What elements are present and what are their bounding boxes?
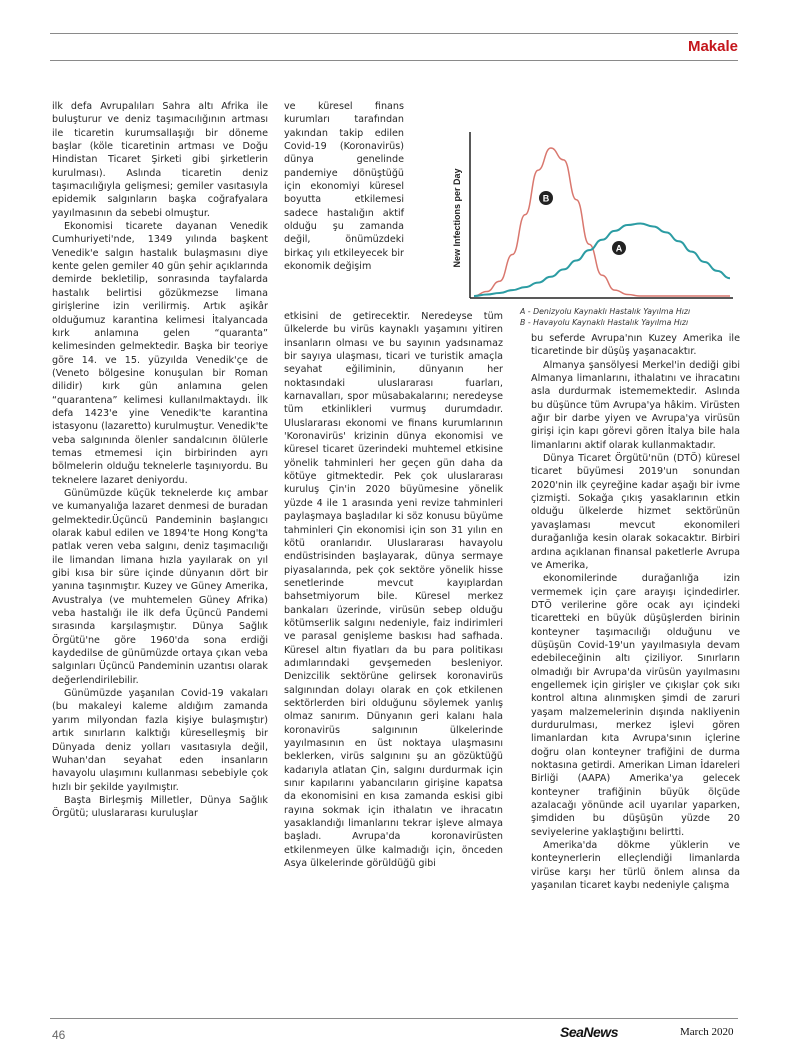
article-column-2-top (284, 100, 404, 273)
paragraph: ve küresel finans kurumları tarafından yakından takip edilen Covid-19 (Koronavirüs) dünya genelinde pandemiye dönüştüğü için ekonomiyi küresel boyutta etkilemesi sadece hastalığın aktif olduğu şu zamanda değil, önümüzdeki birkaç yılı etkileyecek bir ekonomik değişim (284, 101, 404, 273)
paragraph: Günümüzde küçük teknelerde kıç ambar ve kumanyalığa lazaret denmesi de buradan gelmektedir.Üçüncü Pandeminin başlangıcı olarak kabul edilen ve 1894'te Hong Kong'ta patlak veren veba salgını, deniz taşımacılığı ile limandan limana hızla yayılarak on yıl gibi kısa bir süre içinde dünyanın dört bir yanına taşınmıştır. Kuzey ve Güney Amerika, Avustralya (ve muhtemelen Güney Afrika) veba hastalığı ile ilk defa Üçüncü Pandemi sırasında karşılaşmıştır. Dünya Sağlık Örgütü'ne göre 1960'da sona erdiği kaydedilse de günümüzde ortaya çıkan veba salgınları Üçüncü Pandeminin uzantısı olarak değerlendirilebilir. (52, 487, 268, 686)
section-title: Makale (687, 38, 738, 55)
paragraph: etkisini de getirecektir. Neredeyse tüm ülkelerde bu virüs kaynaklı yaşamını yitiren insanların olması ve bu sayının yadsınamaz bir sayıya ulaşması, ticari ve turistik amaçla seyahat eğiliminin, dünyanın her noktasındaki uluslararası fuarları, karnavalları, spor müsabakalarını; neredeyse tüm etkinlikleri vurmuş durumdadır. Uluslararası ekonomi ve finans kurumlarının 'Koronavirüs' krizinin dünya ekonomisi ve küresel ticaret üzerindeki muhtemel etkisine yönelik tahminleri her geçen gün daha da kötüye gitmektedir. Pek çok uluslararası kuruluş Çin'in 2020 büyümesine yönelik yüzde 4 ile 1 arasında yeni revize tahminleri paylaşmaya başladılar ki söz konusu büyüme tahminleri Çin ekonomisi için son 31 yılın en kötü oranlarıdır. Uluslararası havayolu endüstrisinden başlayarak, dünya sermaye piyasalarında, pek çok sektöre yönelik hisse senetlerinde mevcut kayıplardan bahsetmiyorum bile. Küresel merkez bankaları üzerinde, virüsün sebep olduğu kötümserlik salgını nedeniyle, faiz indirimleri ve parasal genişleme baskısı had safhada. Küresel altın fiyatları da bu para politikası adımlarındaki gevşemeden besleniyor. Denizcilik sektörüne gelirsek koronavirüs salgınından dolayı olarak en çok etkilenen sektörlerden biri olduğunu söylemek yanlış olmaz sanırım. Dünyanın geri kalanı hala koronavirüs salgınının ülkelerinde yayılmasının en üst noktaya ulaşmasını beklerken, virüs salgınını şu an gözüktüğü kadarıyla atlatan Çin, salgını durdurmak için sınır kapılarını yabancıların girişine kapatsa da ekonomisini en kısa zamanda eskisi gibi rayına sokmak için ithalatın ve ihracatın yasaklandığı limanlarını tekrar işleve almaya başladı. Avrupa'da koronavirüsten etkilenmeyen ülke kalmadığı için, önceden Asya ülkelerinde görüldüğü gibi (284, 311, 503, 870)
footer-rule (50, 1018, 738, 1019)
article-column-3 (531, 332, 740, 892)
paragraph: Günümüzde yaşanılan Covid-19 vakaları (bu makaleyi kaleme aldığım zamanda yarım milyondan fazla kişiye bulaşmıştır) artık sınırların kalktığı küreselleşmiş bir Dünyada deniz yolları vasıtasıyla değil, Wuhan'dan seyahat eden insanların havayolu ulaşımını kullanması sebebiyle çok hızlı bir şekilde yayılmıştır. (52, 688, 268, 793)
magazine-logo: SeaNews (560, 1024, 618, 1040)
paragraph: Dünya Ticaret Örgütü'nün (DTÖ) küresel ticaret büyümesi 2019'un sonundan 2020'nin ilk çeyreğine kadar aşağı bir ivme çizmişti. Sokağa çıkış yasaklarının etkin olduğu ülkelerde hizmet sektörünün yavaşlaması mevcut ekonomileri durağanlığa kesin olarak sokacaktır. Birbiri ardına açıklanan finansal paketlerle Avrupa ve Amerika, (531, 453, 740, 571)
paragraph: ekonomilerinde durağanlığa izin vermemek için çare arayışı içindedirler. DTÖ verilerine göre ocak ayı içindeki ticaretteki en büyük düşüşlerden birinin konteyner taşımacılığı olduğunu ve düşüşün Covid-19'un yayılmasıyla devam edebileceğinin altı çiziliyor. Sınırların olmadığı bir Avrupa'da virüsün yayılmasını engellemek için girişler ve çıkışlar çok sıkı kontrol altına alınmışken şimdi de zaruri yaşam malzemelerinin dışında nakliyenin durdurulması, merkez işlevi gören limanlardan kıta Avrupa'sının içlerine doğru olan konteyner trafiğini de durma noktasına getirdi. Amerikan Liman İdareleri Birliği (AAPA) Amerika'ya gelecek konteyner trafiğinin büyük ölçüde azalacağı yönünde acil uyarılar yaparken, şimdiden bu düşüşün yüzde 20 seviyelerine yaklaştığını belirtti. (531, 573, 740, 838)
y-axis-label: New Infections per Day (452, 168, 462, 268)
paragraph: bu seferde Avrupa'nın Kuzey Amerika ile ticaretinde bir düşüş yaşanacaktır. (531, 333, 740, 358)
header-rule-top (50, 33, 738, 34)
series-line-a (474, 223, 730, 296)
article-column-1 (52, 100, 268, 821)
paragraph: Başta Birleşmiş Milletler, Dünya Sağlık Örgütü; uluslararası kuruluşlar (52, 794, 268, 820)
article-column-2-bottom (284, 310, 503, 870)
issue-date: March 2020 (680, 1026, 734, 1038)
header-rule-bottom (50, 60, 738, 61)
paragraph: Almanya şansölyesi Merkel'in dediği gibi Almanya limanlarını, ithalatını ve ihracatını asla durdurmak istememektedir. Aslında bu düşünce tüm Avrupa'ya hâkim. Virüsten ağır bir darbe yiyen ve Avrupa'ya virüsün girişi için kapı görevi gören İtalya bile hala limanlarını aktif olarak kullanmaktadır. (531, 359, 740, 451)
paragraph: Amerika'da dökme yüklerin ve konteynerlerin elleçlendiği limanlarda virüse karşı her türlü önlem alınsa da yaşanılan ticaret kaybı nedeniyle çalışma (531, 840, 740, 892)
chart-caption-a: A - Denizyolu Kaynaklı Hastalık Yayılma Hızı (520, 307, 691, 316)
infection-rate-chart (448, 128, 738, 306)
page-number: 46 (52, 1028, 66, 1042)
series-line-b (474, 148, 730, 296)
paragraph: ilk defa Avrupalıları Sahra altı Afrika ile buluşturur ve deniz taşımacılığının artması ile ticaretin kurumsallaşığı bir döneme başlar (köle ticaretinin artması ve Doğu Hindistan Ticaret Şirketi gibi şirketlerin kurulması). Aslında ticaretin deniz taşımacılığıyla gelişmesi; gemiler vasıtasıyla epidemik salgınların başka coğrafyalara yayılmasının da sebebi olmuştur. (52, 101, 268, 219)
paragraph: Ekonomisi ticarete dayanan Venedik Cumhuriyeti'nde, 1349 yılında başkent Venedik'e salgın hastalık bulaşmasını diye kente gelen gemiler 40 gün şehir açıklarında demirde bekletilip, sonrasında tayfalarda hastalık belirtisi gözükmezse limana girişlerine izin verilirmiş. Artık aşikâr olduğumuz karantina kelimesi İtalyancada kırk anlamına gelen “quaranta” kelimesinden gelmektedir. Başka bir teoriye göre 14. ve 15. yüzyılda Venedik'çe de (Veneto bölgesine konuşulan bir Roman dilidir) kırk gün anlamına gelen “quarantena” kelimesi kullanılmaktaydı. İlk defa 1423'e yine Venedik'te karantina istasyonu (lazaretto) kurulmuştur. Venedik'te veba salgınında ölenler sandalcının ölülerle temas etmemesi için birbirinden ayrı bölmelerin olduğu teknelerle taşınıyordu. Bu teknelere lazaret deniyordu. (52, 221, 268, 486)
series-label-b: B (542, 193, 550, 204)
chart-caption-b: B - Havayolu Kaynaklı Hastalık Yayılma Hızı (520, 318, 689, 327)
series-label-a: A (615, 243, 623, 254)
